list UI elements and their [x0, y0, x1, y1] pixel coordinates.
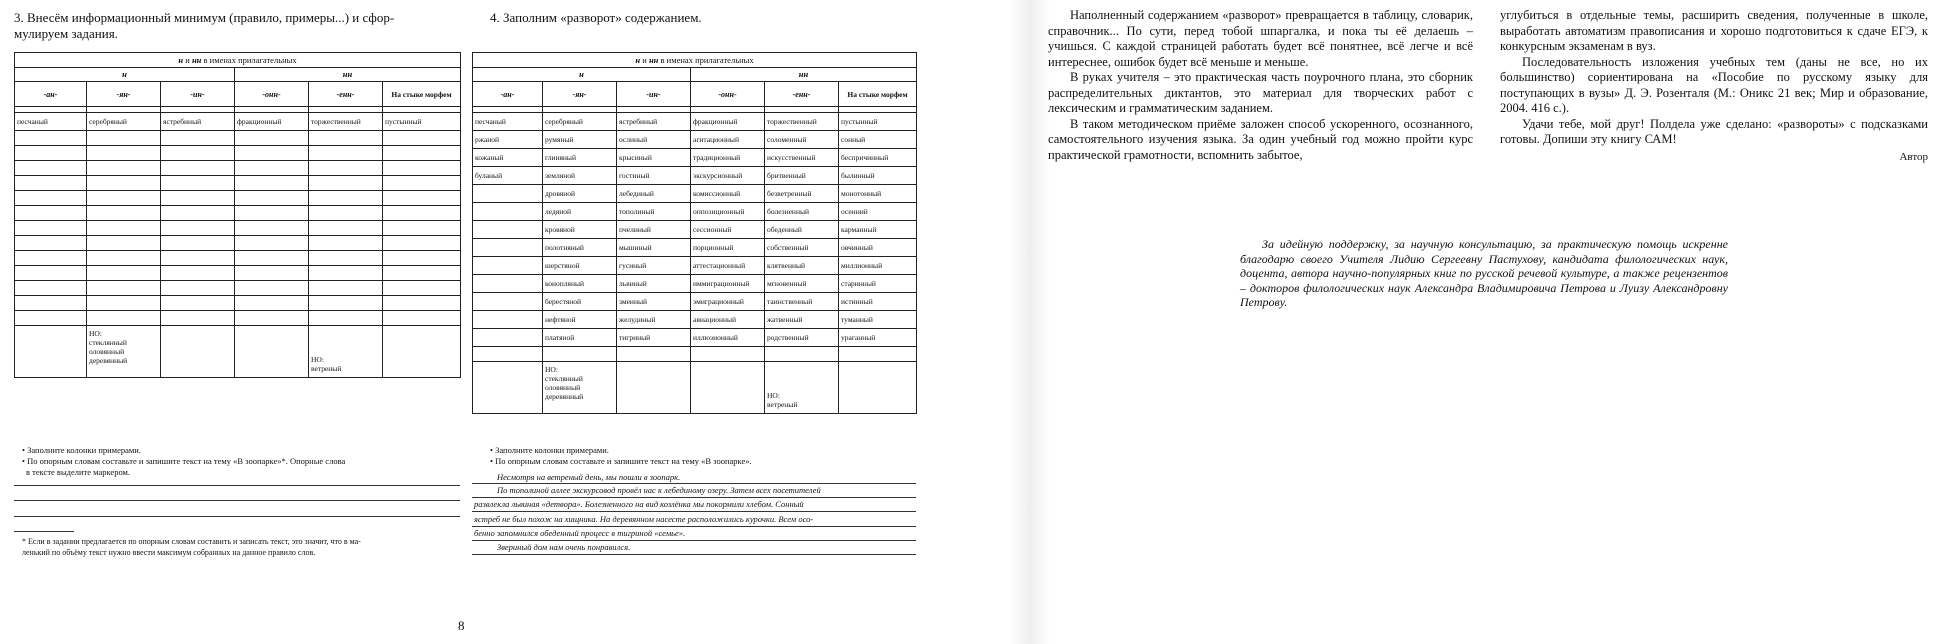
table-cell: буланый — [473, 167, 543, 185]
table-row — [473, 167, 917, 185]
table-cell — [473, 275, 543, 293]
task3-heading: 3. Внесём информационный минимум (правило, примеры...) и сфор- мулируем задания. — [14, 10, 395, 41]
table-row — [473, 113, 917, 131]
table-cell: фракционный — [235, 113, 309, 131]
table-row — [473, 131, 917, 149]
writing-line — [14, 485, 460, 486]
table-cell — [473, 329, 543, 347]
table-cell: крысиный — [617, 149, 691, 167]
table-cell: былинный — [839, 167, 917, 185]
table-row — [473, 293, 917, 311]
table-cell: кровяной — [543, 221, 617, 239]
table-row — [473, 203, 917, 221]
table-cell: агитационный — [691, 131, 765, 149]
exception-nn-cell: НО: стеклянный оловянный деревянный — [543, 362, 617, 414]
table-cell: иллюзионный — [691, 329, 765, 347]
table-cell: иммиграционный — [691, 275, 765, 293]
instructions-left: • Заполните колонки примерами. • По опорным словам составьте и запишите текст на тему «В зоопарке»*. Опорные слова в тексте выделите маркером. — [22, 445, 346, 477]
table-cell: глиняный — [543, 149, 617, 167]
table-cell: мышиный — [617, 239, 691, 257]
table-cell: ржаной — [473, 131, 543, 149]
task4-heading: 4. Заполним «разворот» содержанием. — [490, 10, 702, 25]
table-cell: лебединый — [617, 185, 691, 203]
table-cell: ледяной — [543, 203, 617, 221]
page-number: 8 — [458, 618, 465, 633]
empty-row — [15, 281, 461, 296]
table-cell: львиный — [617, 275, 691, 293]
table-cell: платяной — [543, 329, 617, 347]
table-cell: ястребиный — [161, 113, 235, 131]
writing-line — [14, 516, 460, 517]
column-header: -онн- — [235, 82, 309, 107]
table-cell: монотонный — [839, 185, 917, 203]
table-cell: комиссионный — [691, 185, 765, 203]
table-cell: собственный — [765, 239, 839, 257]
footnote: * Если в задании предлагается по опорным словам составить и записать текст, это значит, что в ма- ленький по объёму текст нужно ввести максимум собранных на данное правило слов. — [22, 537, 361, 557]
table-cell: нефтяной — [543, 311, 617, 329]
column-header: -ин- — [161, 82, 235, 107]
table-row — [473, 275, 917, 293]
table-cell — [473, 239, 543, 257]
table-row — [473, 239, 917, 257]
table-cell: обеденный — [765, 221, 839, 239]
table-cell: дровяной — [543, 185, 617, 203]
empty-row — [15, 266, 461, 281]
table-cell: эмиграционный — [691, 293, 765, 311]
example-line: Звериный дом нам очень понравился. — [497, 542, 631, 552]
table-cell: беспричинный — [839, 149, 917, 167]
table-cell: пустынный — [839, 113, 917, 131]
table-cell: бритвенный — [765, 167, 839, 185]
empty-row — [15, 176, 461, 191]
acknowledgement: За идейную поддержку, за научную консультацию, за практическую помощь искренне благодарю своего Учителя Лидию Сергеевну Пастухову, кандидата филологических наук, доцента, автора научно-популярных книг по русской речевой культуре, а также рецензентов – докторов филологических наук Александра Владимировича Петрова и Луизу Александровну Петрову. — [1240, 237, 1728, 309]
exception-n-cell: НО: ветреный — [765, 362, 839, 414]
table-cell: желудиный — [617, 311, 691, 329]
table-cell: соломенный — [765, 131, 839, 149]
empty-row — [15, 191, 461, 206]
column-header: -ян- — [543, 82, 617, 107]
empty-row — [15, 236, 461, 251]
table-cell: полотняный — [543, 239, 617, 257]
table-cell: жатвенный — [765, 311, 839, 329]
table-cell: торжественный — [309, 113, 383, 131]
empty-spelling-table — [14, 52, 461, 378]
column-header: -ан- — [473, 82, 543, 107]
table-cell: оппозиционный — [691, 203, 765, 221]
table-cell: ослиный — [617, 131, 691, 149]
empty-row — [15, 311, 461, 326]
table-cell: песчаный — [15, 113, 87, 131]
group-n-header: н — [15, 68, 235, 82]
table-cell: пустынный — [383, 113, 461, 131]
exception-n-cell: НО: ветреный — [309, 326, 383, 378]
table-cell: миллионный — [839, 257, 917, 275]
example-line: ястреб не был похож на хищника. На деревянном насесте расположились курочки. Всем осо- — [474, 514, 814, 524]
filled-spelling-table — [472, 52, 917, 414]
table-cell: туманный — [839, 311, 917, 329]
table-cell: старинный — [839, 275, 917, 293]
table-cell: авиационный — [691, 311, 765, 329]
empty-row — [15, 251, 461, 266]
table-cell: овчинный — [839, 239, 917, 257]
table-cell: экскурсионный — [691, 167, 765, 185]
table-cell: серебряный — [87, 113, 161, 131]
empty-row — [15, 296, 461, 311]
table-cell: болезненный — [765, 203, 839, 221]
footnote-divider — [14, 531, 74, 532]
table-cell: земляной — [543, 167, 617, 185]
table-cell: конопляный — [543, 275, 617, 293]
empty-row — [15, 146, 461, 161]
column-header: На стыке морфем — [839, 82, 917, 107]
table-row — [473, 257, 917, 275]
table-cell — [473, 203, 543, 221]
table-row — [473, 149, 917, 167]
table-cell — [473, 311, 543, 329]
table-cell: безветренный — [765, 185, 839, 203]
table-cell: серебряный — [543, 113, 617, 131]
table-cell: румяный — [543, 131, 617, 149]
example-line: Несмотря на ветреный день, мы пошли в зоопарк. — [497, 472, 681, 482]
table-cell: тигриный — [617, 329, 691, 347]
column-header: -енн- — [765, 82, 839, 107]
example-line: бенно запомнился обеденный процесс в тигриной «семье». — [474, 528, 686, 538]
table-cell: кожаный — [473, 149, 543, 167]
table-cell: аттестационный — [691, 257, 765, 275]
table-cell: песчаный — [473, 113, 543, 131]
group-n-header: н — [473, 68, 691, 82]
intro-column-1: Наполненный содержанием «разворот» превращается в таблицу, словарик, справочник... По сути, перед тобой шпаргалка, и пока ты её делаешь – учишься. С каждой страницей работать будет всё понятнее, всё легче и всё интереснее, ошибок будет всё меньше и меньше. В руках учителя – это практическая часть поурочного плана, это сборник распределительных диктантов, это материал для творческих работ с лексическим и грамматическим заданием. В таком методическом приёме заложен способ ускоренного, осознанного, самостоятельного изучения языка. За один учебный год можно пройти курс практической грамотности, вспомнить забытое, — [1048, 8, 1473, 162]
table-row — [473, 185, 917, 203]
table-cell: берестяной — [543, 293, 617, 311]
table-row — [473, 221, 917, 239]
table-cell: ураганный — [839, 329, 917, 347]
table-cell: клятвенный — [765, 257, 839, 275]
table-cell: родственный — [765, 329, 839, 347]
column-header: -ин- — [617, 82, 691, 107]
table-cell: осенний — [839, 203, 917, 221]
empty-row — [15, 161, 461, 176]
table-cell: сессионный — [691, 221, 765, 239]
group-nn-header: нн — [235, 68, 461, 82]
example-line: По тополиной аллее экскурсовод провёл нас к лебединому озеру. Затем всех посетителей — [497, 485, 821, 495]
table-title: н и нн в именах прилагательных — [15, 53, 461, 68]
empty-row — [15, 206, 461, 221]
table-cell — [473, 257, 543, 275]
table-cell: карманный — [839, 221, 917, 239]
exception-nn-cell: НО: стеклянный оловянный деревянный — [87, 326, 161, 378]
instructions-right: • Заполните колонки примерами. • По опорным словам составьте и запишите текст на тему «В зоопарке». — [490, 445, 752, 466]
empty-row — [15, 221, 461, 236]
table-cell: таинственный — [765, 293, 839, 311]
table-cell: гусиный — [617, 257, 691, 275]
table-row — [473, 329, 917, 347]
writing-line — [14, 500, 460, 501]
column-header: -онн- — [691, 82, 765, 107]
table-cell: торжественный — [765, 113, 839, 131]
table-cell — [473, 293, 543, 311]
group-nn-header: нн — [691, 68, 917, 82]
column-header: -ан- — [15, 82, 87, 107]
column-header: -ян- — [87, 82, 161, 107]
intro-column-2: углубиться в отдельные темы, расширить сведения, полученные в школе, выработать автоматизм правописания и хорошо подготовиться к сдаче ЕГЭ, к конкурсным экзаменам в вуз. Последовательность изложения учебных тем (даны не все, но их большинство) сориентирована на «Пособие по русскому языку для поступающих в вузы» Д. Э. Розенталя (М.: Оникс 21 век; Мир и образование, 2004. 416 с.). Удачи тебе, мой друг! Полдела уже сделано: «развороты» с подсказками готовы. Допиши эту книгу САМ! Автор — [1500, 8, 1928, 165]
table-cell: истинный — [839, 293, 917, 311]
table-cell: гостиный — [617, 167, 691, 185]
table-cell: сонный — [839, 131, 917, 149]
column-header: -енн- — [309, 82, 383, 107]
example-line: развлекла львиная «детвора». Болезненного на вид козлёнка мы покормили хлебом. Сонный — [474, 499, 804, 509]
table-cell: искусственный — [765, 149, 839, 167]
table-cell: порционный — [691, 239, 765, 257]
page-fold — [1010, 0, 1050, 644]
empty-row — [15, 131, 461, 146]
table-cell: шерстяной — [543, 257, 617, 275]
table-title: н и нн в именах прилагательных — [473, 53, 917, 68]
table-row — [15, 113, 461, 131]
table-row — [473, 311, 917, 329]
table-cell: пчелиный — [617, 221, 691, 239]
table-cell: тополиный — [617, 203, 691, 221]
table-cell: ястребиный — [617, 113, 691, 131]
table-cell: традиционный — [691, 149, 765, 167]
table-cell: мгновенный — [765, 275, 839, 293]
column-header: На стыке морфем — [383, 82, 461, 107]
table-cell — [473, 221, 543, 239]
author-signature: Автор — [1899, 150, 1928, 163]
table-cell: змеиный — [617, 293, 691, 311]
table-cell: фракционный — [691, 113, 765, 131]
table-cell — [473, 185, 543, 203]
